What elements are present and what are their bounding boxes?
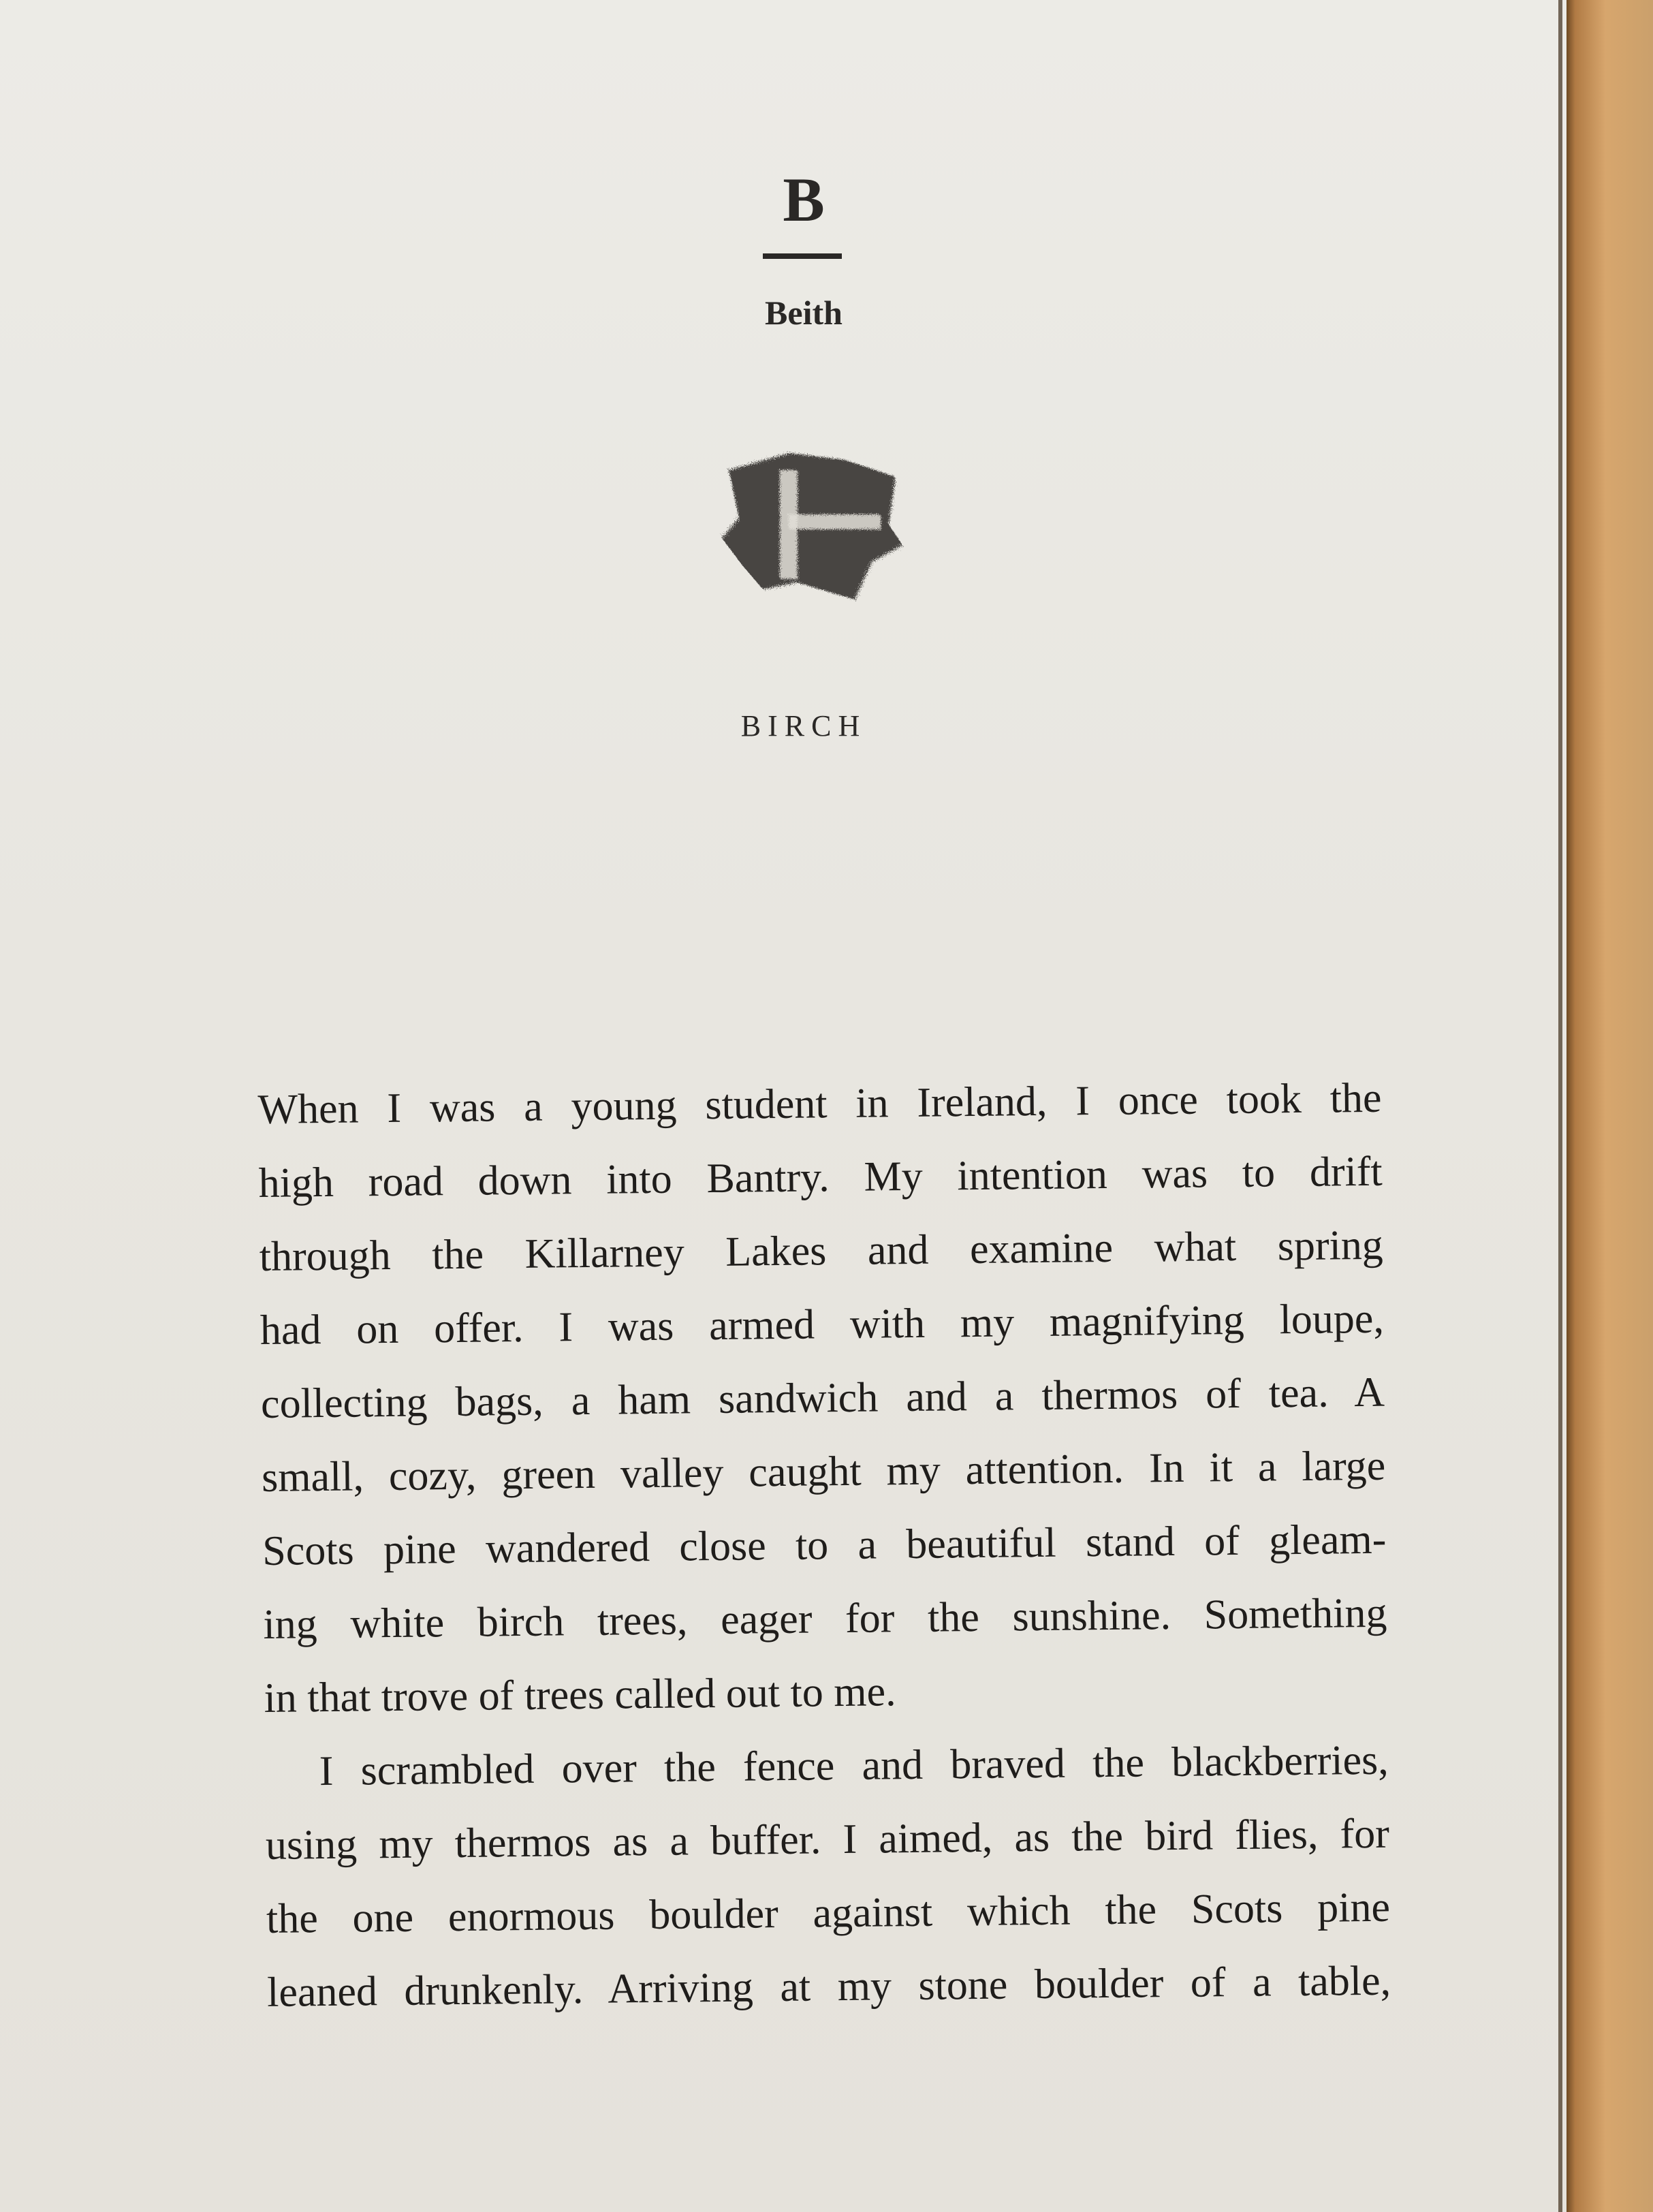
- text-line: using my thermos as a buffer. I aimed, as the bird flies, for: [265, 1810, 1390, 1869]
- paragraph: [257, 1061, 1388, 1735]
- ogham-name: Beith: [765, 294, 843, 332]
- text-line: in that trove of trees called out to me.: [264, 1668, 896, 1722]
- ogham-letter: B: [783, 165, 825, 234]
- text-line: high road down into Bantry. My intention was to drift: [258, 1148, 1383, 1206]
- text-line: When I was a young student in Ireland, I once took the: [257, 1074, 1382, 1133]
- body-text: [257, 1061, 1391, 2029]
- paragraph: [264, 1724, 1391, 2029]
- tree-name: BIRCH: [740, 709, 867, 743]
- text-line: the one enormous boulder against which the Scots pine: [266, 1884, 1391, 1942]
- text-line: through the Killarney Lakes and examine what spring: [259, 1221, 1384, 1280]
- text-line: had on offer. I was armed with my magnifying loupe,: [259, 1295, 1385, 1354]
- text-line: leaned drunkenly. Arriving at my stone boulder of a table,: [266, 1957, 1391, 2016]
- text-line: ing white birch trees, eager for the sunshine. Something: [263, 1589, 1387, 1648]
- page-edge: [1558, 0, 1562, 2212]
- text-line: collecting bags, a ham sandwich and a thermos of tea. A: [260, 1369, 1385, 1427]
- book-gutter: [1567, 0, 1653, 2212]
- text-line: Scots pine wandered close to a beautiful stand of gleam-: [262, 1516, 1387, 1574]
- heading-rule: [763, 253, 842, 259]
- ogham-birch-glyph-icon: [708, 443, 913, 620]
- text-line: I scrambled over the fence and braved the blackberries,: [319, 1736, 1389, 1795]
- text-line: small, cozy, green valley caught my attention. In it a large: [261, 1442, 1386, 1501]
